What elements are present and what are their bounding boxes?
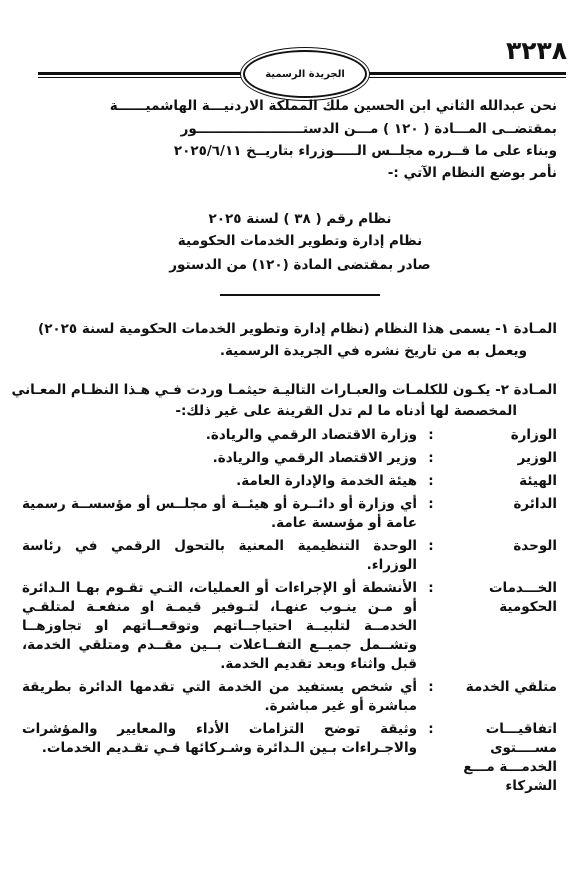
regulation-title: نظام إدارة وتطوير الخدمات الحكومية [177, 233, 423, 249]
article-1-line-1: المـادة ١- يسمى هذا النظام (نظام إدارة وتطوير الخدمات الحكومية لسنة ٢٠٢٥) [38, 321, 557, 337]
article-2-line-2: المخصصة لها أدناه ما لم تدل القرينة على غير ذلك:- [175, 403, 517, 419]
definition-text: وثيقة توضح التزامات الأداء والمعايير والمؤشرات والاجـراءات بـين الـدائرة وشـركائها فـي تقـديم الخدمات. [22, 721, 417, 756]
definition-text: الأنشطة أو الإجراءات أو العمليات، التـي تقـوم بهـا الـدائرة أو مـن ينـوب عنهـا، لتـوفير قيمـة او منفعـة لمتلقـي الخدمــة لتلبيــة احتياجــاتهم وتوقعــاتهم او تجاوزهــا وتشــمل جميــع التفــاعلات بــين مقــدم ومتلقي الخدمة، قبل واثناء وبعد تقديم الخدمة. [22, 580, 417, 672]
definition-term: الهيئة [519, 473, 557, 489]
preamble-line-4: نأمر بوضع النظام الآتي :- [387, 165, 557, 181]
definition-row [22, 495, 557, 533]
definition-colon: : [428, 538, 434, 554]
definition-row [22, 472, 557, 491]
gazette-seal-label: الجريدة الرسمية [265, 68, 345, 80]
definition-term: الخـــدمات الحكومية [488, 580, 557, 615]
definition-row [22, 537, 557, 575]
definition-text: وزير الاقتصاد الرقمي والريادة. [212, 450, 417, 466]
preamble-line-3: وبناء على ما قــرره مجلــس الـــــوزراء بتاريــخ ٢٠٢٥/٦/١١ [173, 143, 557, 159]
definition-row [22, 449, 557, 468]
definition-row [22, 720, 557, 796]
definitions-table [22, 426, 557, 800]
article-2-line-1: المـادة ٢- يكـون للكلمـات والعبـارات التاليـة حيثمـا وردت فـي هـذا النظـام المعـاني [11, 382, 557, 398]
definition-text: أي شخص يستفيد من الخدمة التي تقدمها الدائرة بطريقة مباشرة أو غير مباشرة. [22, 679, 417, 714]
page-number: ٣٢٣٨ [505, 36, 567, 65]
definition-colon: : [428, 473, 434, 489]
definition-term: الوزير [517, 450, 557, 466]
definition-colon: : [428, 496, 434, 512]
definition-colon: : [428, 450, 434, 466]
gazette-seal [243, 50, 367, 98]
definition-colon: : [428, 721, 434, 737]
definition-term: اتفاقيـــات مســــتوى الخدمـــة مـــع الشركاء [463, 721, 557, 794]
preamble-line-2: بمقتضــى المـــادة ( ١٢٠ ) مـــن الدستـــــــــــــــــــــــور [180, 121, 557, 137]
definition-colon: : [428, 427, 434, 443]
definition-term: متلقي الخدمة [465, 679, 557, 695]
definition-row [22, 678, 557, 716]
definition-term: الوزارة [510, 427, 557, 443]
definition-row [22, 579, 557, 674]
definition-text: أي وزارة أو دائــرة أو هيئــة أو مجلــس أو مؤسســة رسمية عامة أو مؤسسة عامة. [22, 496, 417, 531]
definition-term: الوحدة [513, 538, 557, 554]
definition-row [22, 426, 557, 445]
preamble-line-1: نحن عبدالله الثاني ابن الحسين ملك المملكة الاردنيـــة الهاشميــــــة [109, 98, 557, 114]
definition-colon: : [428, 679, 434, 695]
definition-colon: : [428, 580, 434, 596]
definition-text: الوحدة التنظيمية المعنية بالتحول الرقمي في رئاسة الوزراء. [22, 538, 417, 573]
article-1-line-2: ويعمل به من تاريخ نشره في الجريدة الرسمية. [219, 343, 527, 359]
regulation-number: نظام رقم ( ٣٨ ) لسنة ٢٠٢٥ [208, 211, 392, 227]
definition-text: وزارة الاقتصاد الرقمي والريادة. [205, 427, 417, 443]
title-divider [220, 294, 380, 296]
definition-term: الدائرة [513, 496, 557, 512]
regulation-authority: صادر بمقتضى المادة (١٢٠) من الدستور [169, 257, 431, 273]
definition-text: هيئة الخدمة والإدارة العامة. [236, 473, 417, 489]
